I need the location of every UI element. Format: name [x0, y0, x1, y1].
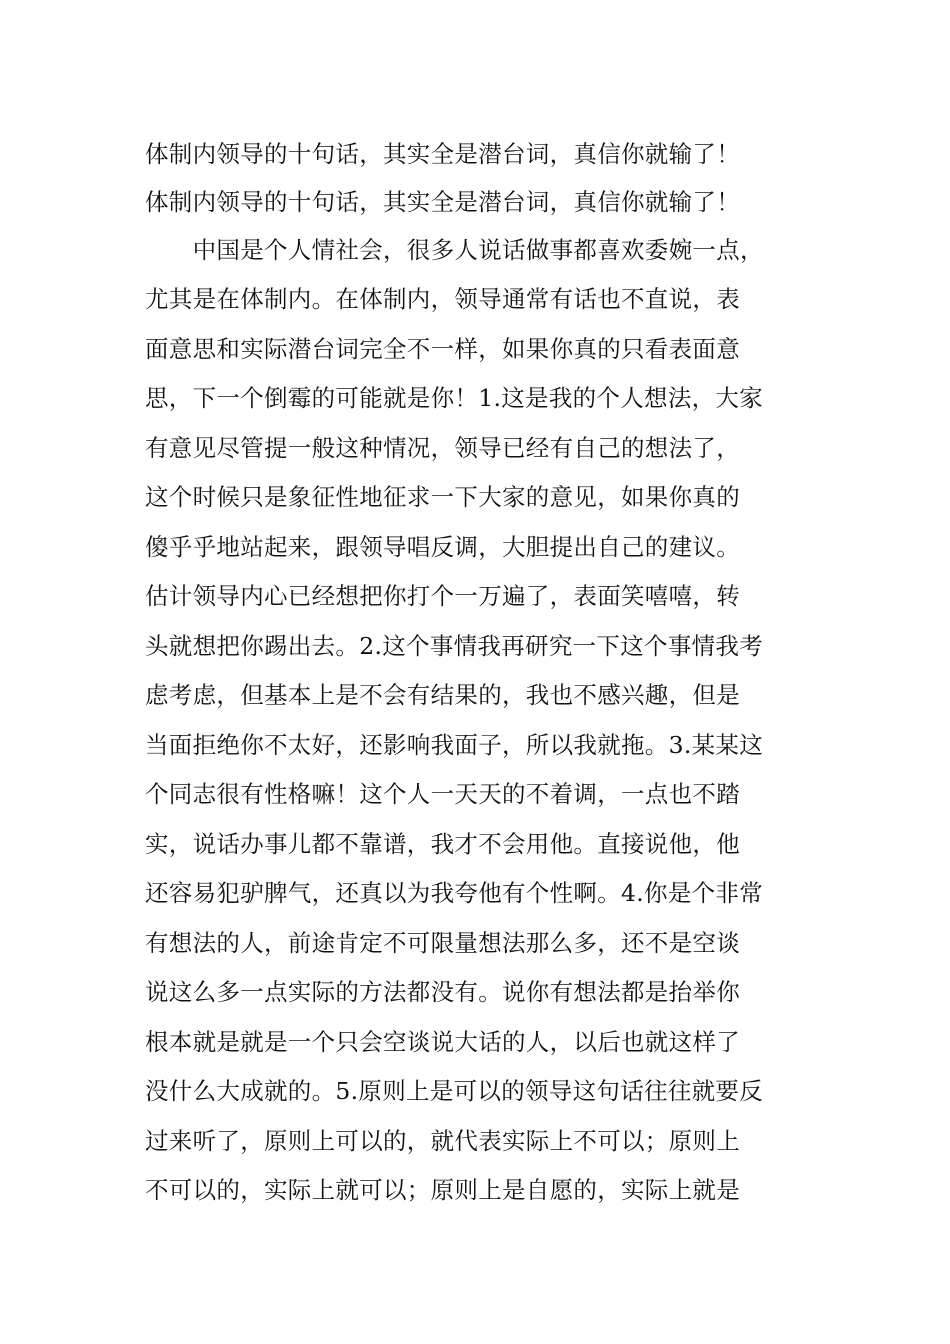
body-line: 傻乎乎地站起来，跟领导唱反调，大胆提出自己的建议。 — [145, 533, 740, 561]
body-line: 根本就是就是一个只会空谈说大话的人，以后也就这样了 — [145, 1028, 740, 1056]
body-line: 当面拒绝你不太好，还影响我面子，所以我就拖。3.某某这 — [145, 731, 764, 759]
body-line: 有意见尽管提一般这种情况，领导已经有自己的想法了， — [145, 434, 740, 462]
body-line: 说这么多一点实际的方法都没有。说你有想法都是抬举你 — [145, 978, 740, 1006]
body-line: 还容易犯驴脾气，还真以为我夸他有个性啊。4.你是个非常 — [145, 879, 764, 907]
body-line: 尤其是在体制内。在体制内，领导通常有话也不直说，表 — [145, 285, 740, 313]
body-line: 实，说话办事儿都不靠谱，我才不会用他。直接说他，他 — [145, 830, 740, 858]
body-line: 中国是个人情社会，很多人说话做事都喜欢委婉一点， — [145, 236, 764, 264]
body-line: 个同志很有性格嘛！这个人一天天的不着调，一点也不踏 — [145, 780, 740, 808]
body-line: 不可以的，实际上就可以；原则上是自愿的，实际上就是 — [145, 1176, 740, 1204]
body-line: 这个时候只是象征性地征求一下大家的意见，如果你真的 — [145, 483, 740, 511]
body-line: 虑考虑，但基本上是不会有结果的，我也不感兴趣，但是 — [145, 681, 740, 709]
title-line-2: 体制内领导的十句话，其实全是潜台词，真信你就输了！ — [145, 188, 740, 216]
body-line: 估计领导内心已经想把你打个一万遍了，表面笑嘻嘻，转 — [145, 582, 740, 610]
body-line: 有想法的人，前途肯定不可限量想法那么多，还不是空谈 — [145, 929, 740, 957]
body-line: 没什么大成就的。5.原则上是可以的领导这句话往往就要反 — [145, 1077, 764, 1105]
body-line: 面意思和实际潜台词完全不一样，如果你真的只看表面意 — [145, 335, 740, 363]
body-line: 过来听了，原则上可以的，就代表实际上不可以；原则上 — [145, 1127, 740, 1155]
body-line: 头就想把你踢出去。2.这个事情我再研究一下这个事情我考 — [145, 632, 764, 660]
title-line-1: 体制内领导的十句话，其实全是潜台词，真信你就输了！ — [145, 140, 740, 168]
body-line: 思，下一个倒霉的可能就是你！1.这是我的个人想法，大家 — [145, 384, 764, 412]
